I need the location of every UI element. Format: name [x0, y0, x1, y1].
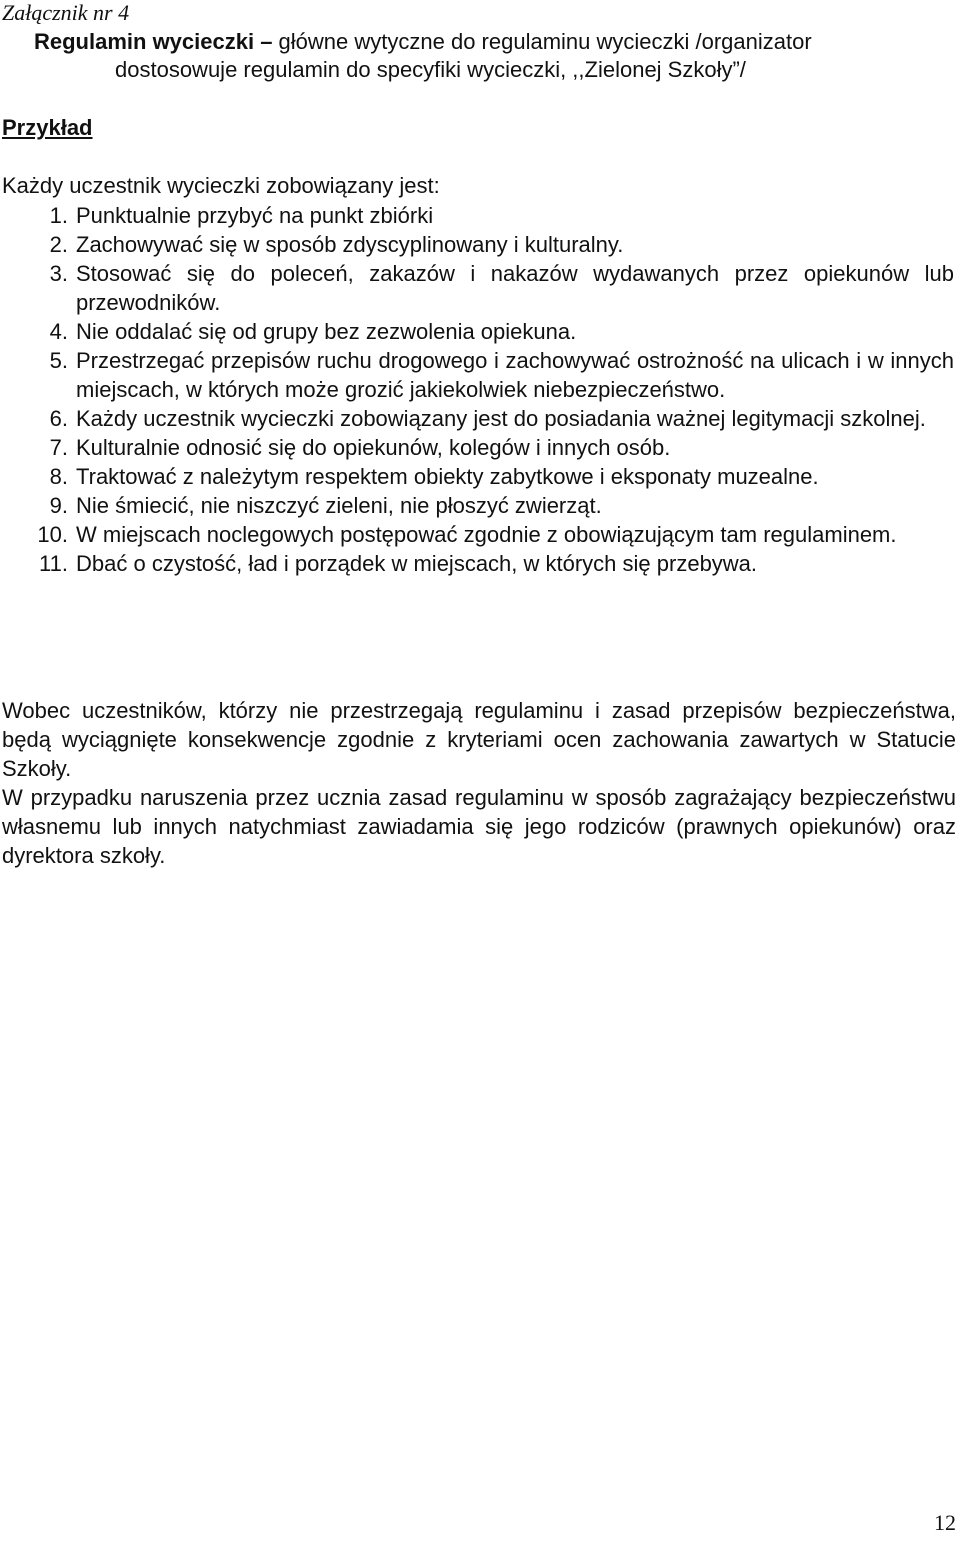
- rules-list: [0, 201, 960, 578]
- annex-label: Załącznik nr 4: [2, 0, 130, 25]
- rule-item: [0, 433, 960, 462]
- rule-text: Każdy uczestnik wycieczki zobowiązany jest do posiadania ważnej legitymacji szkolnej.: [76, 406, 926, 431]
- rule-item: [0, 549, 960, 578]
- rule-text: Zachowywać się w sposób zdyscyplinowany i kulturalny.: [76, 232, 624, 257]
- heading-line-1: [34, 28, 812, 56]
- heading-subtitle: główne wytyczne do regulaminu wycieczki /organizator: [272, 29, 812, 54]
- rule-number: 6.: [49, 406, 68, 431]
- rule-item: [0, 259, 960, 317]
- example-label: Przykład: [2, 115, 93, 140]
- rule-text: Punktualnie przybyć na punkt zbiórki: [76, 203, 434, 228]
- rule-number: 9.: [49, 493, 68, 518]
- rule-text: Kulturalnie odnosić się do opiekunów, kolegów i innych osób.: [76, 435, 671, 460]
- rule-text: Dbać o czystość, ład i porządek w miejscach, w których się przebywa.: [76, 551, 758, 576]
- rule-text: Stosować się do poleceń, zakazów i nakazów wydawanych przez opiekunów lub przewodników.: [76, 261, 954, 315]
- rule-item: [0, 230, 960, 259]
- page-number: 12: [934, 1510, 956, 1535]
- rule-number: 8.: [49, 464, 68, 489]
- rule-number: 7.: [49, 435, 68, 460]
- rule-text: W miejscach noclegowych postępować zgodnie z obowiązującym tam regulaminem.: [76, 522, 897, 547]
- rule-number: 2.: [49, 232, 68, 257]
- rule-item: [0, 201, 960, 230]
- rule-number: 1.: [49, 203, 68, 228]
- heading-title: Regulamin wycieczki –: [34, 29, 273, 54]
- rule-item: [0, 404, 960, 433]
- rule-item: [0, 462, 960, 491]
- rule-item: [0, 317, 960, 346]
- safety-violation-paragraph: W przypadku naruszenia przez ucznia zasad regulaminu w sposób zagrażający bezpieczeństwu własnemu lub innych natychmiast zawiadamia się jego rodziców (prawnych opiekunów) oraz dyrektora szkoły.: [2, 785, 956, 868]
- consequences-paragraph: Wobec uczestników, którzy nie przestrzegają regulaminu i zasad przepisów bezpieczeństwa, będą wyciągnięte konsekwencje zgodnie z kryteriami ocen zachowania zawartych w Statucie Szkoły.: [2, 698, 956, 781]
- rule-number: 5.: [49, 348, 68, 373]
- rule-item: [0, 346, 960, 404]
- heading-line-2: dostosowuje regulamin do specyfiki wycieczki, ,,Zielonej Szkoły”/: [115, 57, 746, 82]
- rule-text: Nie śmiecić, nie niszczyć zieleni, nie płoszyć zwierząt.: [76, 493, 602, 518]
- rule-text: Traktować z należytym respektem obiekty zabytkowe i eksponaty muzealne.: [76, 464, 819, 489]
- rule-item: [0, 491, 960, 520]
- rule-number: 3.: [49, 261, 68, 286]
- rule-text: Nie oddalać się od grupy bez zezwolenia opiekuna.: [76, 319, 577, 344]
- rules-intro: Każdy uczestnik wycieczki zobowiązany jest:: [2, 173, 440, 198]
- rule-item: [0, 520, 960, 549]
- rule-number: 4.: [49, 319, 68, 344]
- rule-number: 10.: [37, 522, 68, 547]
- rule-text: Przestrzegać przepisów ruchu drogowego i zachowywać ostrożność na ulicach i w innych miejscach, w których może grozić jakiekolwiek niebezpieczeństwo.: [76, 348, 954, 402]
- rule-number: 11.: [39, 551, 68, 576]
